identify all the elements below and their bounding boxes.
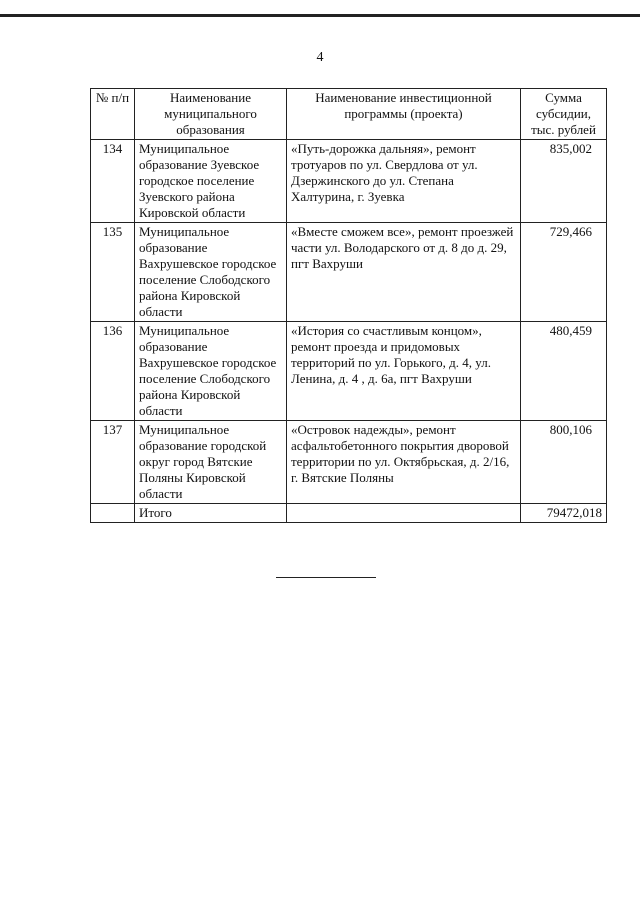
total-amount: 79472,018 — [521, 504, 607, 523]
row-num: 137 — [91, 421, 135, 504]
row-municipality: Муниципальное образование Вахрушевское городское поселение Слободского района Кировской области — [135, 322, 287, 421]
header-num: № п/п — [91, 89, 135, 140]
row-amount: 800,106 — [521, 421, 607, 504]
header-amount: Сумма субсидии, тыс. рублей — [521, 89, 607, 140]
header-program: Наименование инвестиционной программы (проекта) — [287, 89, 521, 140]
row-num: 136 — [91, 322, 135, 421]
table-header-row — [91, 89, 607, 140]
row-num: 135 — [91, 223, 135, 322]
total-num-cell — [91, 504, 135, 523]
row-program: «Путь-дорожка дальняя», ремонт тротуаров по ул. Свердлова от ул. Дзержинского до ул. Степана Халтурина, г. Зуевка — [287, 140, 521, 223]
total-program-cell — [287, 504, 521, 523]
row-municipality: Муниципальное образование Вахрушевское городское поселение Слободского района Кировской области — [135, 223, 287, 322]
header-municipality: Наименование муниципального образования — [135, 89, 287, 140]
row-municipality: Муниципальное образование Зуевское городское поселение Зуевского района Кировской области — [135, 140, 287, 223]
row-program: «Островок надежды», ремонт асфальтобетонного покрытия дворовой территории по ул. Октябрьская, д. 2/16, г. Вятские Поляны — [287, 421, 521, 504]
table-row — [91, 421, 607, 504]
subsidy-table — [90, 88, 607, 523]
total-row — [91, 504, 607, 523]
table-row — [91, 322, 607, 421]
table-row — [91, 223, 607, 322]
end-divider — [276, 577, 376, 578]
top-rule — [0, 14, 640, 17]
total-label: Итого — [135, 504, 287, 523]
row-amount: 835,002 — [521, 140, 607, 223]
row-amount: 480,459 — [521, 322, 607, 421]
row-program: «Вместе сможем все», ремонт проезжей части ул. Володарского от д. 8 до д. 29, пгт Вахруши — [287, 223, 521, 322]
row-amount: 729,466 — [521, 223, 607, 322]
row-municipality: Муниципальное образование городской округ город Вятские Поляны Кировской области — [135, 421, 287, 504]
page-number: 4 — [316, 50, 324, 65]
row-program: «История со счастливым концом», ремонт проезда и придомовых территорий по ул. Горького, д. 4, ул. Ленина, д. 4 , д. 6а, пгт Вахруши — [287, 322, 521, 421]
row-num: 134 — [91, 140, 135, 223]
table-row — [91, 140, 607, 223]
